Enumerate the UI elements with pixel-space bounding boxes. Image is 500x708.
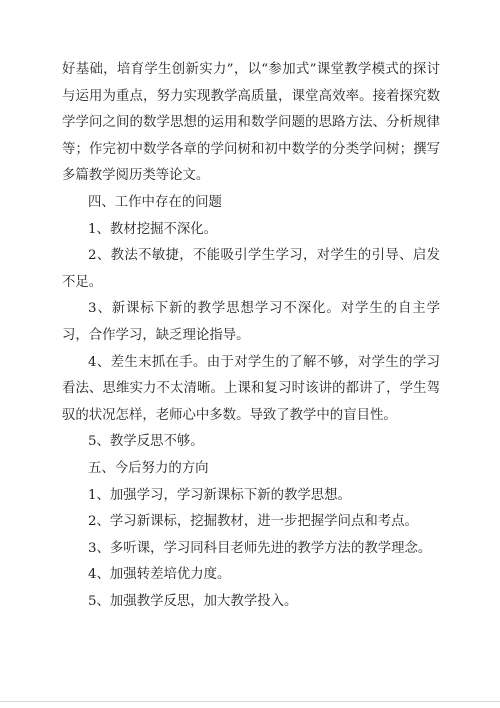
problem-item-2: 2、教法不敏捷，不能吸引学生学习，对学生的引导、启发不足。 [62, 248, 440, 290]
document-body [62, 57, 440, 615]
direction-item-2: 2、学习新课标，挖掘教材，进一步把握学问点和考点。 [88, 514, 418, 530]
direction-item-3: 3、多听课，学习同科目老师先进的教学方法的教学理念。 [88, 540, 432, 556]
problem-item-5: 5、教学反思不够。 [88, 434, 204, 450]
problem-item-4: 4、差生末抓在手。由于对学生的了解不够，对学生的学习看法、思维实力不太清晰。上课和复习时该讲的都讲了，学生驾驭的状况怎样，老师心中多数。导致了教学中的盲目性。 [62, 354, 440, 423]
direction-item-5: 5、加强教学反思，加大教学投入。 [88, 593, 298, 609]
section-heading-directions: 五、今后努力的方向 [88, 460, 209, 476]
direction-item-1: 1、加强学习，学习新课标下新的教学思想。 [88, 487, 351, 503]
problem-item-3: 3、新课标下新的教学思想学习不深化。对学生的自主学习，合作学习，缺乏理论指导。 [62, 301, 440, 343]
problem-item-1: 1、教材挖掘不深化。 [88, 221, 218, 237]
paragraph-continuation: 好基础，培育学生创新实力”，以“参加式”课堂教学模式的探讨与运用为重点，努力实现教学高质量，课堂高效率。接着探究数学学问之间的数学思想的运用和数学问题的思路方法、分析规律等；作完初中数学各章的学问树和初中数学的分类学问树；撰写多篇教学阅历类等论文。 [62, 62, 440, 184]
section-heading-problems: 四、工作中存在的问题 [88, 194, 222, 210]
direction-item-4: 4、加强转差培优力度。 [88, 567, 231, 583]
page-bottom-divider [0, 701, 500, 702]
